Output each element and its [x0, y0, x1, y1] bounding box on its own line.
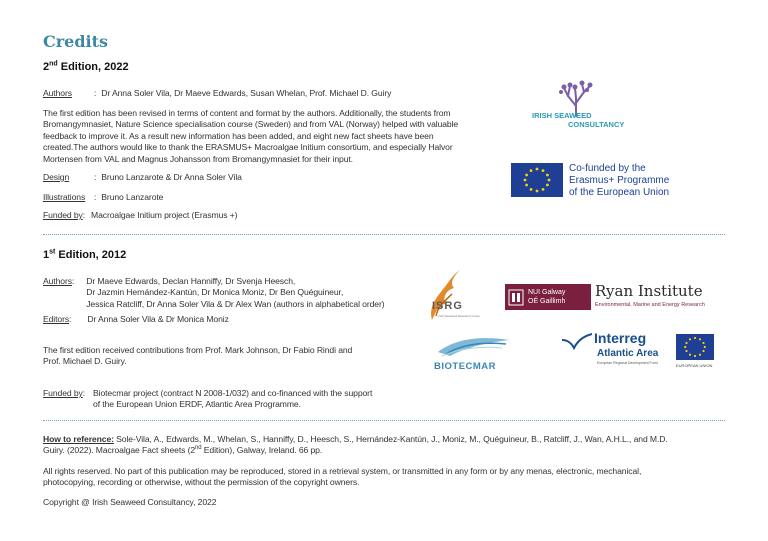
erasmus-line: Co-funded by the: [569, 163, 646, 174]
reference-line2-sup: nd: [195, 445, 202, 452]
interreg-text: Interreg: [594, 330, 647, 346]
design-row: Design : Bruno Lanzarote & Dr Anna Soler Vila: [43, 172, 242, 182]
editors-row: Editors : Dr Anna Soler Vila & Dr Monica Moniz: [43, 314, 229, 324]
funded-values: [93, 388, 372, 411]
interreg-logo: [560, 332, 720, 372]
biotecmar-logo: [432, 334, 520, 374]
reference-line1: Sole-Vila, A., Edwards, M., Whelan, S., Hanniffy, D., Heesch, S., Hernández-Kantún, J., Moniz, M., Quéguineur, B., Ratcliff, J., Wan, A.H.L., and M.D.: [113, 434, 668, 444]
paragraph-line: Mortensen from VAL and Magnus Johansson from Bromangymnasiet for their input.: [43, 153, 353, 164]
heading-ordinal: st: [49, 248, 56, 256]
isrg-text: ISRG: [432, 300, 463, 312]
ryan-subtitle: Environmental, Marine and Energy Research: [595, 302, 705, 308]
page-title: Credits: [43, 32, 109, 51]
isrg-logo: [424, 266, 496, 324]
design-value: Bruno Lanzarote & Dr Anna Soler Vila: [101, 172, 242, 182]
reference-label: How to reference:: [43, 434, 114, 444]
editors-label: Editors: [43, 314, 70, 324]
nui-crest-icon: [508, 288, 524, 306]
isc-line2: CONSULTANCY: [568, 120, 625, 129]
paragraph-line: feedback to improve it. As a result new information has been added, and eight new fact sheets have been: [43, 130, 434, 141]
paragraph-line: The first edition has been revised in terms of content and format by the authors. Additionally, the students from: [43, 108, 451, 118]
section-divider: [43, 420, 725, 421]
paragraph-line: created.The authors would like to thank the ERASMUS+ Macroalgae Initium consortium, and especially Halvor: [43, 142, 453, 153]
authors-label: Authors: [43, 88, 72, 98]
biotecmar-text: BIOTECMAR: [434, 361, 497, 372]
erasmus-text: [569, 163, 669, 199]
section-divider: [43, 234, 725, 235]
author-line: Jessica Ratcliff, Dr Anna Soler Vila & Dr Alex Wan (authors in alphabetical order): [86, 298, 385, 309]
ryan-institute-logo: [595, 282, 705, 308]
erasmus-logo: [511, 163, 563, 202]
reference-line2-pre: Guiry. (2022). Macroalgae Fact sheets (2: [43, 445, 196, 456]
first-edition-contrib: [43, 345, 352, 368]
first-edition-heading: [43, 249, 126, 261]
heading-number: 2: [43, 61, 50, 73]
editors-value: Dr Anna Soler Vila & Dr Monica Moniz: [87, 314, 229, 324]
ryan-title: Ryan Institute: [595, 282, 703, 300]
isrg-subtext: Irish Seaweed Research Group: [438, 314, 480, 318]
authors-values: [86, 276, 384, 310]
funded-row-2012: Funded by : Biotecmar project (contract N 2008-1/032) and co-financed with the support of the European Union ERDF, Atlantic Area Programme.: [43, 388, 373, 410]
isc-line1: IRISH SEAWEED: [532, 111, 592, 120]
funded-value: Macroalgae Initium project (Erasmus +): [91, 210, 238, 220]
nui-galway-logo: [505, 284, 591, 310]
copyright: Copyright @ Irish Seaweed Consultancy, 2022: [43, 497, 217, 507]
rights-statement: [43, 466, 743, 489]
nui-line2: OÉ Gaillimh: [528, 298, 566, 305]
funded-row-2022: Funded by : Macroalgae Initium project (Erasmus +): [43, 210, 238, 220]
authors-label: Authors: [43, 276, 72, 286]
funded-line: of the European Union ERDF, Atlantic Area Programme.: [93, 399, 301, 410]
funded-label: Funded by: [43, 210, 83, 220]
first-authors-row: Authors : Dr Maeve Edwards, Declan Hanniffy, Dr Svenja Heesch, Dr Jazmin Hernández-Kantún, Dr Monica Moniz, Dr Ben Quéguineur, Jessica Ratcliff, Dr Anna Soler Vila & Dr Alex Wan (authors in alphabetical order): [43, 276, 385, 309]
illustrations-value: Bruno Lanzarote: [101, 192, 164, 202]
funded-label: Funded by: [43, 388, 83, 398]
atlantic-area-text: Atlantic Area: [597, 348, 659, 359]
authors-value: Dr Anna Soler Vila, Dr Maeve Edwards, Susan Whelan, Prof. Michael D. Guiry: [101, 88, 392, 98]
rights-line: All rights reserved. No part of this publication may be reproduced, stored in a retrieval system, or transmitted in any form or by any menas, electronic, mechanical,: [43, 466, 642, 476]
heading-rest: Edition, 2012: [55, 249, 127, 261]
contrib-line: The first edition received contributions from Prof. Mark Johnson, Dr Fabio Rindi and: [43, 345, 353, 355]
paragraph-line: Bromangymnasiet, Nature Science specialisation course (Sweden) and from VAL (Norway) helped with valuable: [43, 119, 459, 130]
author-line: Dr Jazmin Hernández-Kantún, Dr Monica Moniz, Dr Ben Quéguineur,: [86, 287, 344, 298]
second-edition-paragraph: [43, 108, 513, 165]
nui-line1: NUI Galway: [528, 289, 566, 296]
second-authors-row: Authors : Dr Anna Soler Vila, Dr Maeve Edwards, Susan Whelan, Prof. Michael D. Guiry: [43, 88, 392, 98]
illustrations-label: Illustrations: [43, 192, 86, 202]
second-edition-heading: [43, 61, 129, 73]
wave-icon: [432, 334, 520, 360]
author-line: Dr Maeve Edwards, Declan Hanniffy, Dr Svenja Heesch,: [86, 276, 296, 286]
heading-number: 1: [43, 249, 50, 261]
reference-line2-post: Edition), Galway, Ireland. 66 pp.: [201, 445, 323, 456]
heading-rest: Edition, 2022: [57, 61, 129, 73]
how-to-reference: [43, 434, 733, 457]
eu-flag-icon: [511, 163, 563, 197]
contrib-line: Prof. Michael D. Guiry.: [43, 356, 127, 367]
rights-line: photocopying, recording or otherwise, without the permission of the copyright owners.: [43, 477, 360, 488]
interreg-check-icon: [560, 332, 594, 350]
illustrations-row: Illustrations : Bruno Lanzarote: [43, 192, 164, 202]
heading-ordinal: nd: [49, 60, 58, 68]
interreg-subtext: European Regional Development Fund: [597, 361, 658, 365]
funded-line: Biotecmar project (contract N 2008-1/032) and co-financed with the support: [93, 388, 373, 398]
irish-seaweed-consultancy-logo: [528, 76, 638, 132]
erasmus-line: Erasmus+ Programme: [569, 175, 670, 186]
erasmus-line: of the European Union: [569, 187, 670, 198]
eu-flag-icon: [676, 334, 714, 360]
design-label: Design: [43, 172, 70, 182]
eu-label: EUROPEAN UNION: [676, 363, 713, 368]
